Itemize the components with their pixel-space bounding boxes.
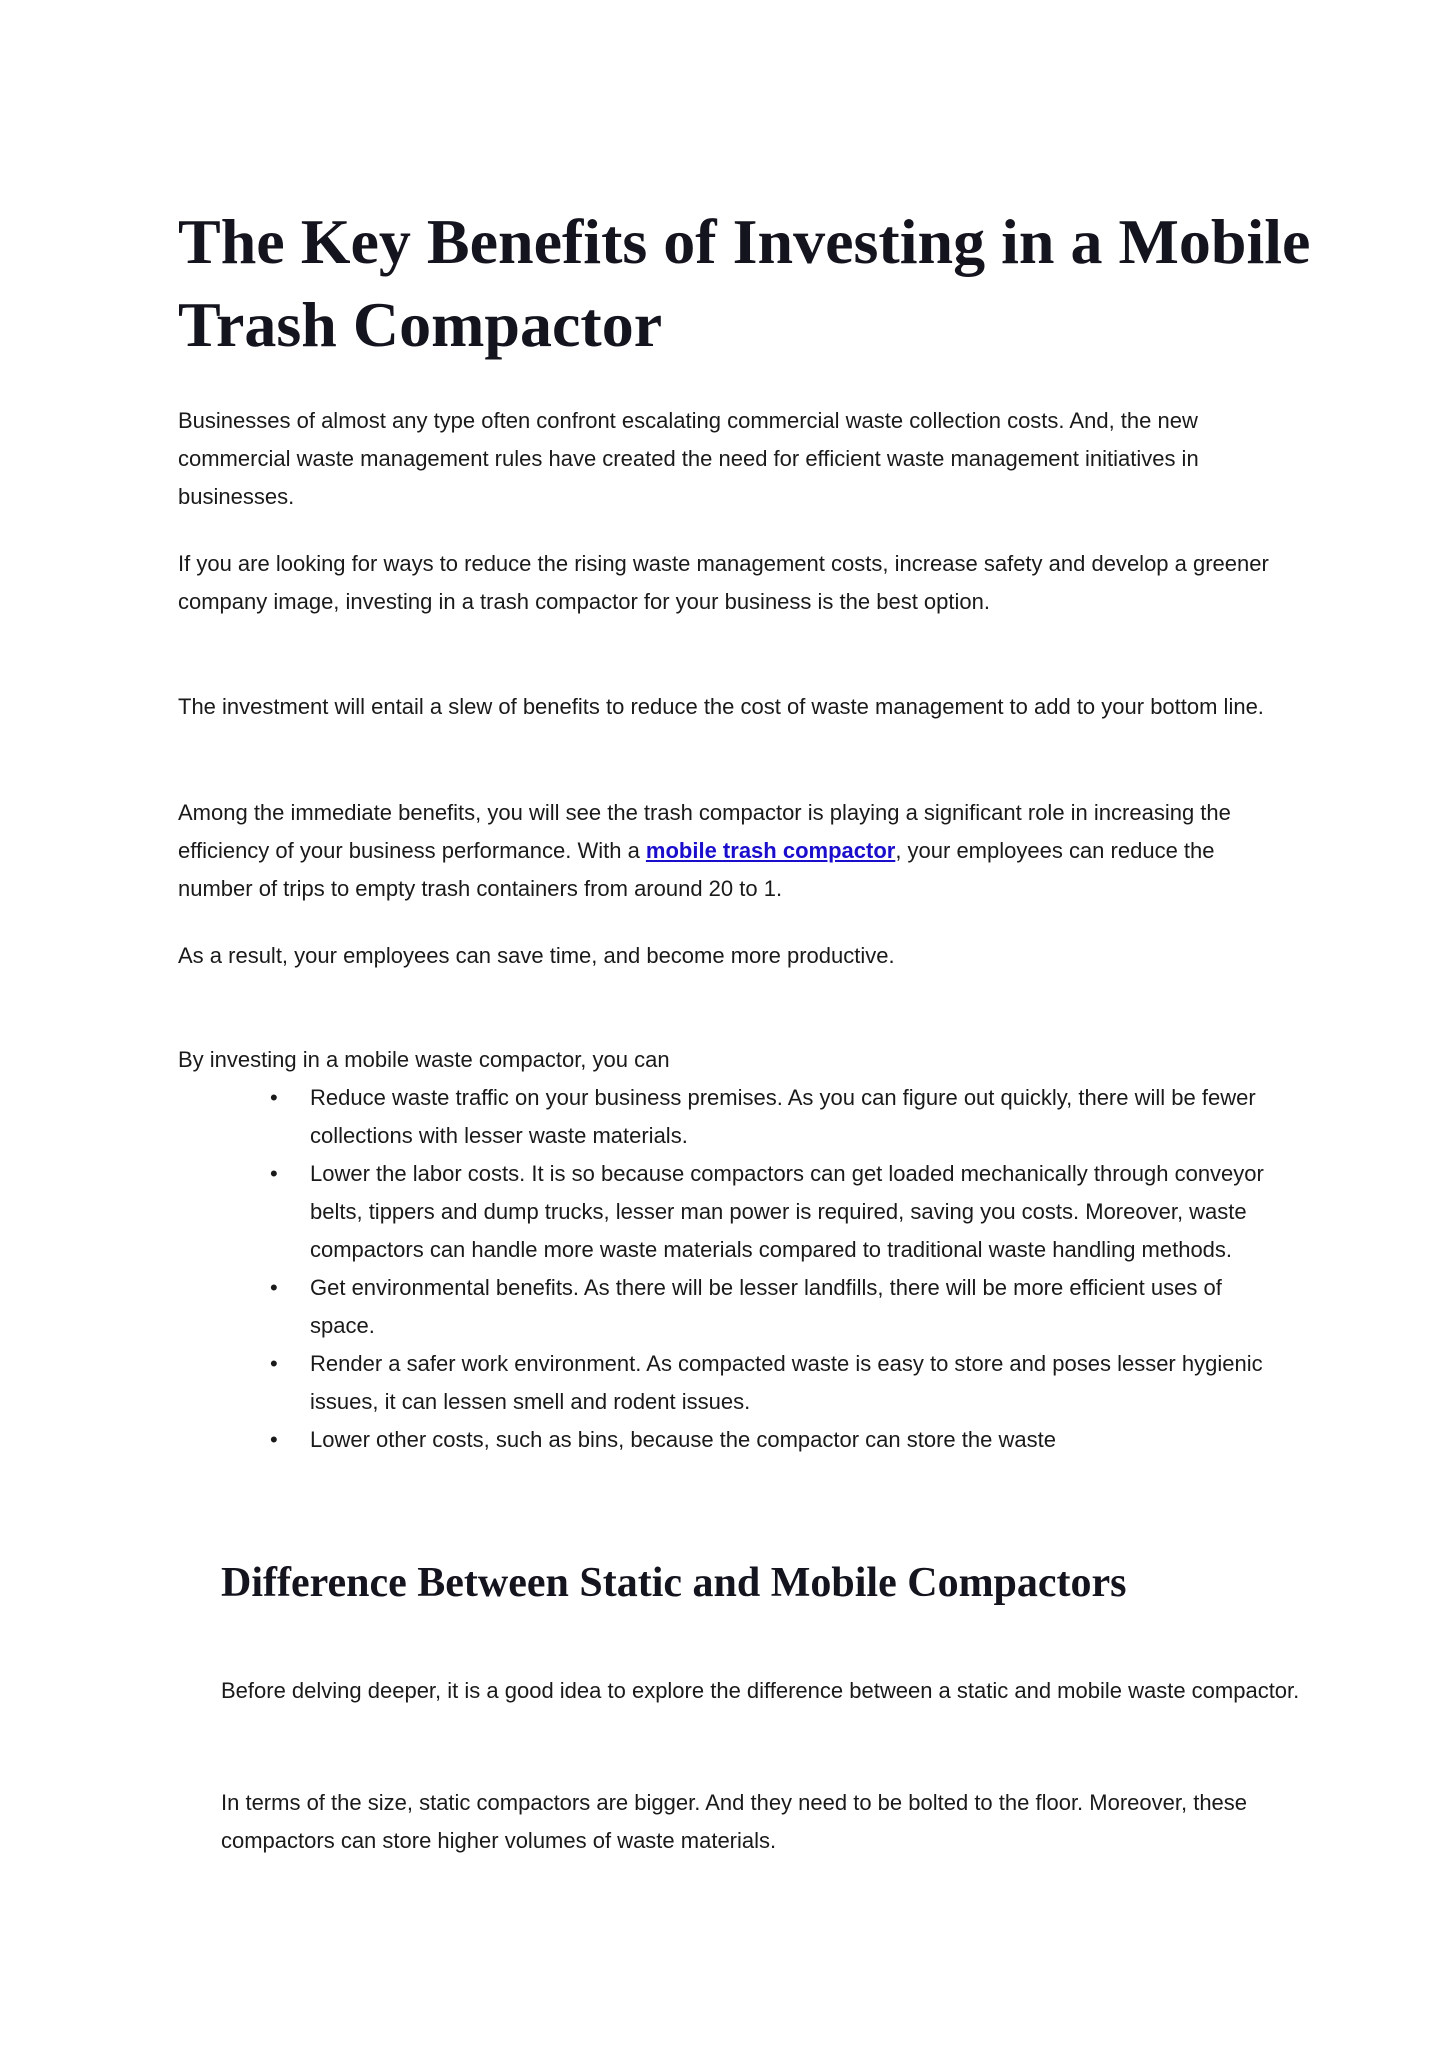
paragraph-benefits bbox=[178, 794, 1290, 908]
paragraph-text: Among the immediate benefits, you will see the trash compactor is playing a significant role in increasing the efficiency of your business performance. With a bbox=[178, 800, 1231, 863]
paragraph-investment: The investment will entail a slew of benefits to reduce the cost of waste management to add to your bottom line. bbox=[178, 694, 1264, 719]
list-item-text: Lower the labor costs. It is so because compactors can get loaded mechanically through conveyor belts, tippers and dump trucks, lesser man power is required, saving you costs. Moreover, waste compactors can handle more waste materials compared to traditional waste handling methods. bbox=[310, 1161, 1264, 1262]
list-item bbox=[178, 1269, 1290, 1345]
list-intro: By investing in a mobile waste compactor, you can bbox=[178, 1047, 670, 1072]
bullet-icon: • bbox=[270, 1085, 278, 1110]
paragraph-text: , your employees can reduce the number of trips to empty trash containers from around 20 to 1. bbox=[178, 838, 1215, 901]
list-item-text: Lower other costs, such as bins, because the compactor can store the waste bbox=[310, 1427, 1056, 1452]
paragraph-result: As a result, your employees can save time, and become more productive. bbox=[178, 943, 895, 968]
paragraph-size: In terms of the size, static compactors are bigger. And they need to be bolted to the floor. Moreover, these compactors can store higher volumes of waste materials. bbox=[221, 1790, 1248, 1853]
bullet-icon: • bbox=[270, 1161, 278, 1186]
paragraph-difference: Before delving deeper, it is a good idea to explore the difference between a static and mobile waste compactor. bbox=[221, 1678, 1300, 1703]
benefits-list bbox=[178, 1079, 1290, 1459]
list-item bbox=[178, 1345, 1290, 1421]
list-item bbox=[178, 1155, 1290, 1269]
list-item-text: Render a safer work environment. As compacted waste is easy to store and poses lesser hygienic issues, it can lessen smell and rodent issues. bbox=[310, 1351, 1263, 1414]
list-item-text: Get environmental benefits. As there will be lesser landfills, there will be more efficient uses of space. bbox=[310, 1275, 1222, 1338]
bullet-icon: • bbox=[270, 1275, 278, 1300]
mobile-trash-compactor-link[interactable]: mobile trash compactor bbox=[645, 838, 896, 863]
page-title: The Key Benefits of Investing in a Mobile Trash Compactor bbox=[178, 206, 1311, 360]
list-item bbox=[178, 1421, 1290, 1459]
list-item bbox=[178, 1079, 1290, 1155]
bullet-icon: • bbox=[270, 1427, 278, 1452]
section-heading: Difference Between Static and Mobile Compactors bbox=[221, 1560, 1127, 1606]
bullet-icon: • bbox=[270, 1351, 278, 1376]
paragraph-intro: Businesses of almost any type often confront escalating commercial waste collection costs. And, the new commercial waste management rules have created the need for efficient waste management initiatives in businesses. bbox=[178, 408, 1199, 509]
list-item-text: Reduce waste traffic on your business premises. As you can figure out quickly, there will be fewer collections with lesser waste materials. bbox=[310, 1085, 1256, 1148]
paragraph-looking: If you are looking for ways to reduce the rising waste management costs, increase safety and develop a greener company image, investing in a trash compactor for your business is the best option. bbox=[178, 551, 1269, 614]
